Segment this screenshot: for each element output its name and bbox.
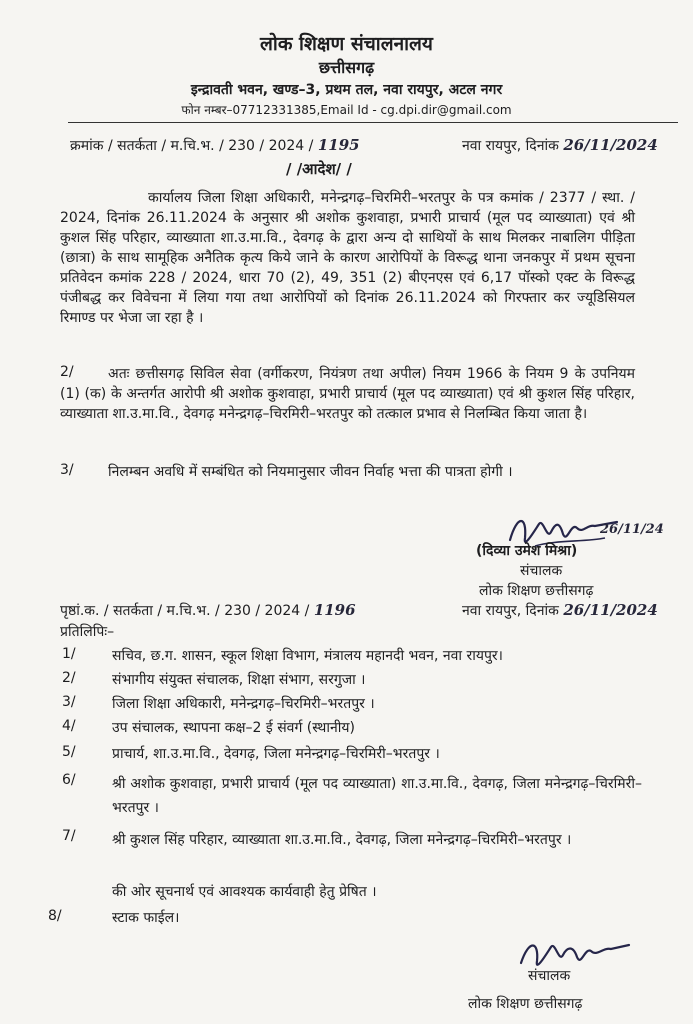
order-place-date-printed: नवा रायपुर, दिनांक bbox=[462, 138, 559, 154]
copy-item-8: स्टाक फाईल। bbox=[112, 910, 180, 926]
signature-1-date: 26/11/24 bbox=[600, 522, 664, 537]
signatory-office: लोक शिक्षण छत्तीसगढ़ bbox=[479, 583, 594, 599]
copy-item-3: जिला शिक्षा अधिकारी, मनेन्द्रगढ़–चिरमिरी–भरतपुर । bbox=[112, 696, 375, 712]
copy-item-7-number: 7/ bbox=[62, 828, 76, 844]
copy-item-5-number: 5/ bbox=[62, 744, 76, 760]
signatory-2-designation: संचालक bbox=[528, 968, 571, 984]
order-date-handwritten: 26/11/2024 bbox=[563, 136, 658, 154]
endorsement-place-date-printed: नवा रायपुर, दिनांक bbox=[462, 603, 559, 619]
copy-item-4: उप संचालक, स्थापना कक्ष–2 ई संवर्ग (स्थानीय) bbox=[112, 720, 355, 736]
copy-item-5: प्राचार्य, शा.उ.मा.वि., देवगढ़, जिला मनेन्द्रगढ़–चिरमिरी–भरतपुर । bbox=[112, 746, 440, 762]
order-number bbox=[70, 135, 360, 156]
signatory-designation: संचालक bbox=[520, 563, 563, 579]
order-number-printed: क्रमांक / सतर्कता / म.चि.भ. / 230 / 2024 / bbox=[70, 138, 314, 154]
office-state: छत्तीसगढ़ bbox=[318, 58, 375, 77]
signatory-2-office: लोक शिक्षण छत्तीसगढ़ bbox=[468, 996, 583, 1012]
order-para-3: निलम्बन अवधि में सम्बंधित को नियमानुसार जीवन निर्वाह भत्ता की पात्रता होगी । bbox=[108, 464, 513, 480]
endorsement-date-handwritten: 26/11/2024 bbox=[563, 601, 658, 619]
copy-item-1-number: 1/ bbox=[62, 646, 76, 662]
copy-item-8-number: 8/ bbox=[48, 908, 62, 924]
signatory-name: (दिव्या उमेश मिश्रा) bbox=[476, 543, 578, 559]
copy-item-2: संभागीय संयुक्त संचालक, शिक्षा संभाग, सरगुजा । bbox=[112, 672, 366, 688]
copy-item-6: श्री अशोक कुशवाहा, प्रभारी प्राचार्य (मूल पद व्याख्याता) शा.उ.मा.वि., देवगढ़, जिला मनेन्द्रगढ़–चिरमिरी–भरतपुर । bbox=[112, 776, 642, 816]
order-para-2: अतः छत्तीसगढ़ सिविल सेवा (वर्गीकरण, नियंत्रण तथा अपील) नियम 1966 के नियम 9 के उपनियम (1) (क) के अन्तर्गत आरोपी श्री अशोक कुशवाहा, प्रभारी प्राचार्य (मूल पद व्याख्याता) एवं श्री कुशल सिंह परिहार, व्याख्याता शा.उ.मा.वि., देवगढ़ मनेन्द्रगढ़–चिरमिरी–भरतपुर को तत्काल प्रभाव से निलम्बित किया जाता है। bbox=[60, 366, 635, 422]
order-para-1: कार्यालय जिला शिक्षा अधिकारी, मनेन्द्रगढ़–चिरमिरी–भरतपुर के पत्र कमांक / 2377 / स्था. / 2024, दिनांक 26.11.2024 के अनुसार श्री अशोक कुशवाहा, प्रभारी प्राचार्य (मूल पद व्याख्याता) एवं श्री कुशल सिंह परिहार, व्याख्याता शा.उ.मा.वि., देवगढ़ के द्वारा अन्य दो साथियों के साथ मिलकर नाबालिग पीड़िता (छात्रा) के साथ सामूहिक अनैतिक कृत्य किये जाने के कारण आरोपियों के विरूद्ध थाना जनकपुर में प्रथम सूचना प्रतिवेदन कमांक 228 / 2024, धारा 70 (2), 49, 351 (2) बीएनएस एवं 6,17 पॉस्को एक्ट के विरूद्ध पंजीबद्ध कर विवेचना में लिया गया तथा आरोपियों को दिनांक 26.11.2024 को गिरफ्तार कर ज्यूडिसियल रिमाण्ड पर भेजा जा रहा है । bbox=[60, 190, 635, 326]
office-title: लोक शिक्षण संचालनालय bbox=[260, 33, 433, 55]
copy-item-1: सचिव, छ.ग. शासन, स्कूल शिक्षा विभाग, मंत्रालय महानदी भवन, नवा रायपुर। bbox=[112, 648, 503, 664]
order-place-date bbox=[462, 135, 658, 156]
para-3-number: 3/ bbox=[60, 462, 74, 478]
order-title: / /आदेश/ / bbox=[286, 160, 352, 178]
endorsement-number-printed: पृष्ठां.क. / सतर्कता / म.चि.भ. / 230 / 2024 / bbox=[60, 603, 310, 619]
header-rule bbox=[68, 122, 678, 123]
copy-item-7: श्री कुशल सिंह परिहार, व्याख्याता शा.उ.मा.वि., देवगढ़, जिला मनेन्द्रगढ़–चिरमिरी–भरतपुर । bbox=[112, 832, 572, 848]
copy-item-4-number: 4/ bbox=[62, 718, 76, 734]
endorsement-number bbox=[60, 600, 356, 621]
order-number-handwritten: 1195 bbox=[317, 136, 360, 154]
office-contact: फोन नम्बर–07712331385,Email Id - cg.dpi.dir@gmail.com bbox=[181, 103, 512, 117]
copy-to-heading: प्रतिलिपिः– bbox=[60, 624, 115, 640]
copy-item-6-number: 6/ bbox=[62, 772, 76, 788]
office-address: इन्द्रावती भवन, खण्ड–3, प्रथम तल, नवा रायपुर, अटल नगर bbox=[190, 82, 503, 98]
copy-item-2-number: 2/ bbox=[62, 670, 76, 686]
forward-note: की ओर सूचनार्थ एवं आवश्यक कार्यवाही हेतु प्रेषित । bbox=[112, 884, 377, 900]
endorsement-place-date bbox=[462, 600, 658, 621]
endorsement-number-handwritten: 1196 bbox=[313, 601, 356, 619]
para-2-number: 2/ bbox=[60, 364, 74, 380]
copy-item-3-number: 3/ bbox=[62, 694, 76, 710]
